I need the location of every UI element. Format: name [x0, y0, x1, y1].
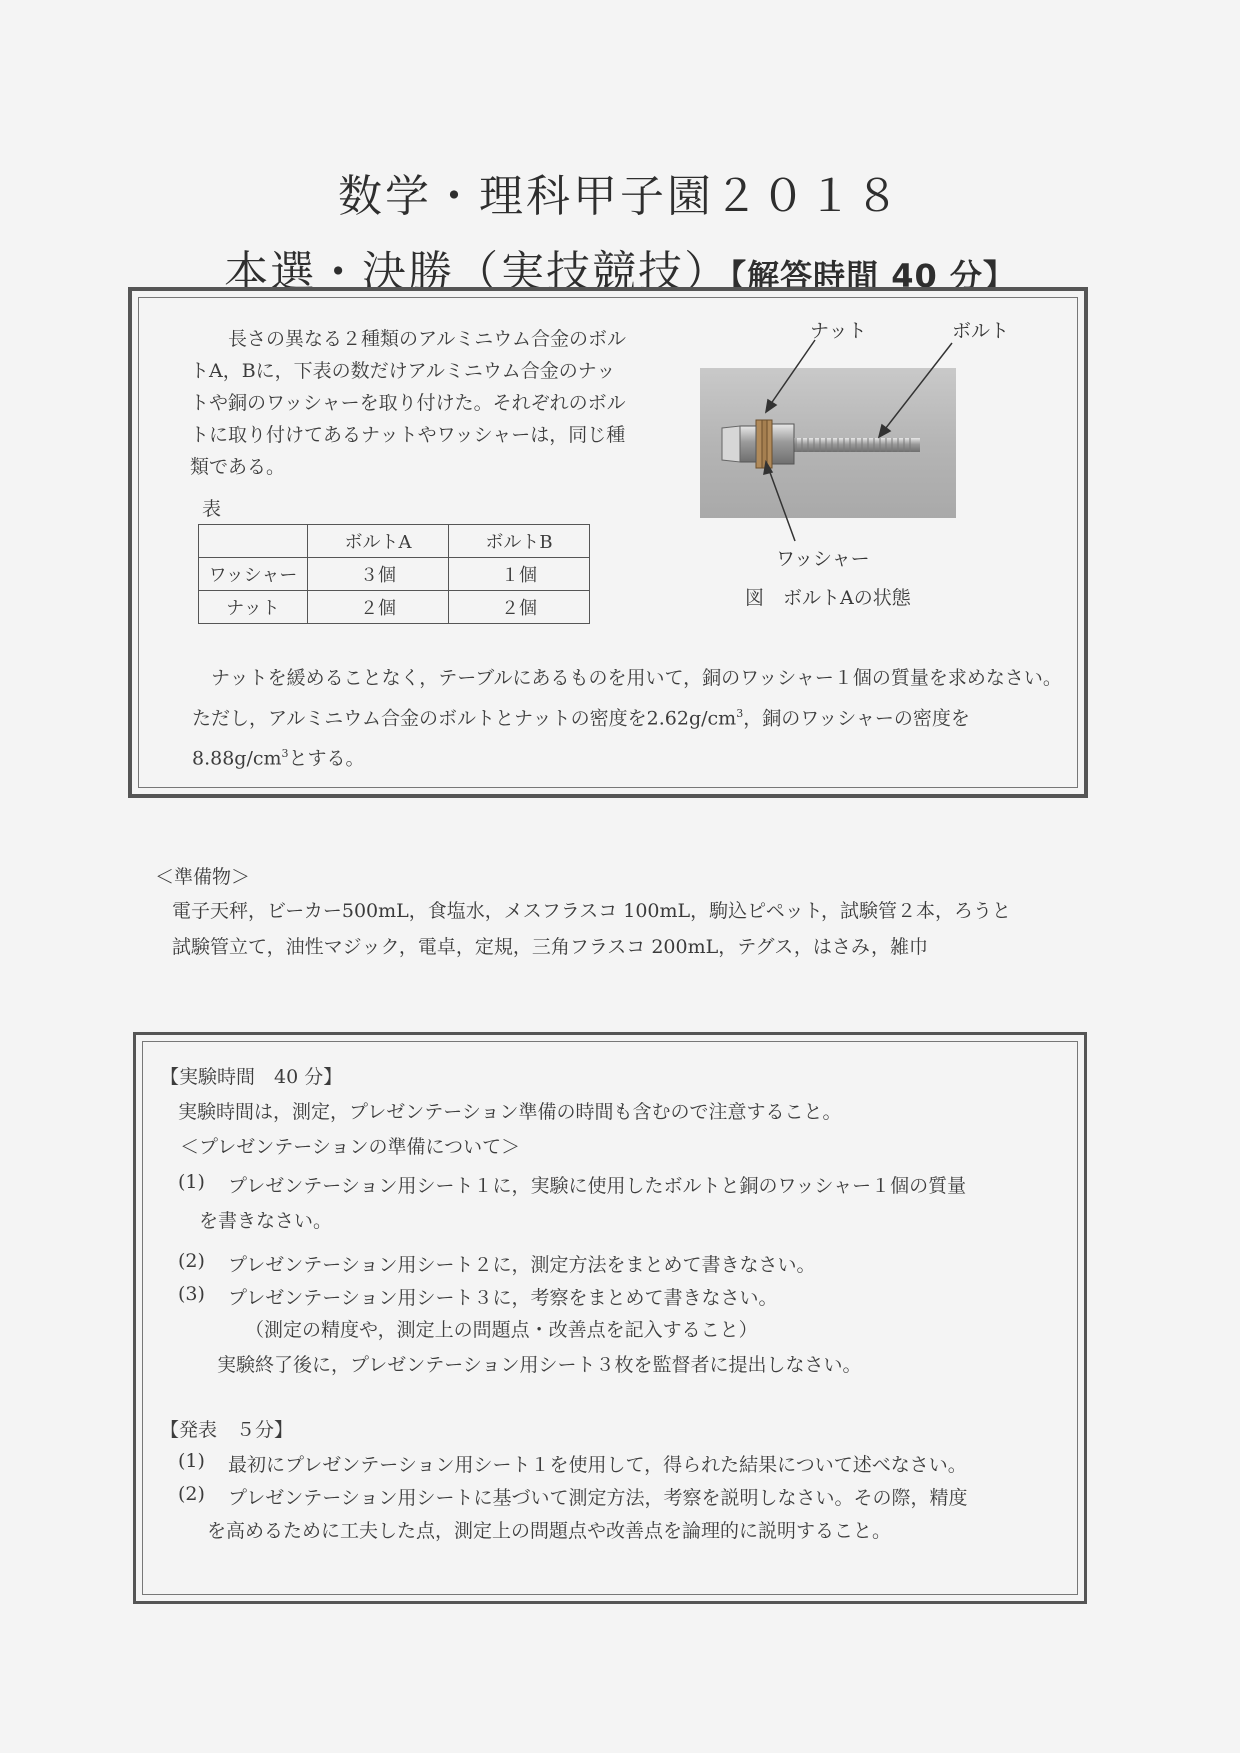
- item-number: (3): [178, 1283, 205, 1305]
- table-label: 表: [202, 498, 222, 520]
- label-nut: ナット: [810, 320, 867, 342]
- experiment-note: 実験時間は，測定，プレゼンテーション準備の時間も含むので注意すること。: [178, 1101, 842, 1123]
- item-number: (1): [178, 1450, 205, 1472]
- problem-question: [192, 660, 1062, 777]
- presentation-2-text-cont: を高めるために工夫した点，測定上の問題点や改善点を論理的に説明すること。: [207, 1520, 892, 1542]
- item-3-text: プレゼンテーション用シート３に，考察をまとめて書きなさい。: [228, 1287, 778, 1309]
- item-2-text: プレゼンテーション用シート２に，測定方法をまとめて書きなさい。: [228, 1254, 816, 1276]
- experiment-time-heading: 【実験時間 40 分】: [160, 1066, 343, 1088]
- presentation-heading: 【発表 ５分】: [160, 1419, 294, 1441]
- question-text-3: とする。: [288, 747, 365, 770]
- density-aluminum: 2.62g/cm: [646, 707, 737, 730]
- problem-intro: 長さの異なる２種類のアルミニウム合金のボルトA，Bに，下表の数だけアルミニウム合金のナットや銅のワッシャーを取り付けた。それぞれのボルトに取り付けてあるナットやワッシャーは，同じ種類である。: [190, 328, 627, 478]
- time-limit: 【解答時間 40 分】: [730, 257, 1016, 295]
- label-washer: ワッシャー: [776, 548, 870, 570]
- item-3-note: （測定の精度や，測定上の問題点・改善点を記入すること）: [245, 1319, 758, 1341]
- figure-caption: 図 ボルトAの状態: [745, 587, 911, 609]
- item-1-text: プレゼンテーション用シート１に，実験に使用したボルトと銅のワッシャー１個の質量: [228, 1175, 967, 1197]
- table-header: ボルトB: [449, 525, 590, 558]
- table-cell: ナット: [199, 591, 308, 624]
- table-header: ボルトA: [308, 525, 449, 558]
- preparation-line: 試験管立て，油性マジック，電卓，定規，三角フラスコ 200mL，テグス，はさみ，雑巾: [172, 936, 928, 958]
- presentation-1-text: 最初にプレゼンテーション用シート１を使用して，得られた結果について述べなさい。: [228, 1454, 967, 1476]
- item-number: (2): [178, 1250, 205, 1272]
- item-1-text-cont: を書きなさい。: [199, 1210, 333, 1232]
- question-text-2: ，銅のワッシャーの密度を: [743, 707, 970, 730]
- preparation-heading: ＜準備物＞: [155, 866, 251, 888]
- superscript-cube: 3: [736, 707, 744, 720]
- question-text-1: ナットを緩めることなく，テーブルにあるものを用いて，銅のワッシャー１個の質量を求めなさい。ただし，アルミニウム合金のボルトとナットの密度を: [192, 667, 1062, 730]
- table-cell: ２個: [449, 591, 590, 624]
- superscript-cube: 3: [281, 747, 289, 761]
- page-title: 数学・理科甲子園２０１８: [338, 171, 902, 222]
- preparation-line: 電子天秤，ビーカー500mL，食塩水，メスフラスコ 100mL，駒込ピペット，試験管２本，ろうと: [172, 900, 1012, 922]
- label-bolt: ボルト: [952, 320, 1010, 342]
- presentation-prep-heading: ＜プレゼンテーションの準備について＞: [180, 1136, 521, 1158]
- density-copper: 8.88g/cm: [192, 747, 282, 770]
- presentation-2-text: プレゼンテーション用シートに基づいて測定方法，考察を説明しなさい。その際，精度: [228, 1487, 968, 1509]
- table-cell: ワッシャー: [199, 558, 308, 591]
- table-cell: ３個: [308, 558, 449, 591]
- table-cell: １個: [449, 558, 590, 591]
- table-cell: ２個: [308, 591, 449, 624]
- preparation-list: [172, 893, 1072, 965]
- subtitle-main: 本選・決勝（実技競技）: [224, 247, 731, 298]
- item-number: (1): [178, 1171, 205, 1193]
- item-number: (2): [178, 1483, 205, 1505]
- submit-instruction: 実験終了後に，プレゼンテーション用シート３枚を監督者に提出しなさい。: [217, 1354, 862, 1376]
